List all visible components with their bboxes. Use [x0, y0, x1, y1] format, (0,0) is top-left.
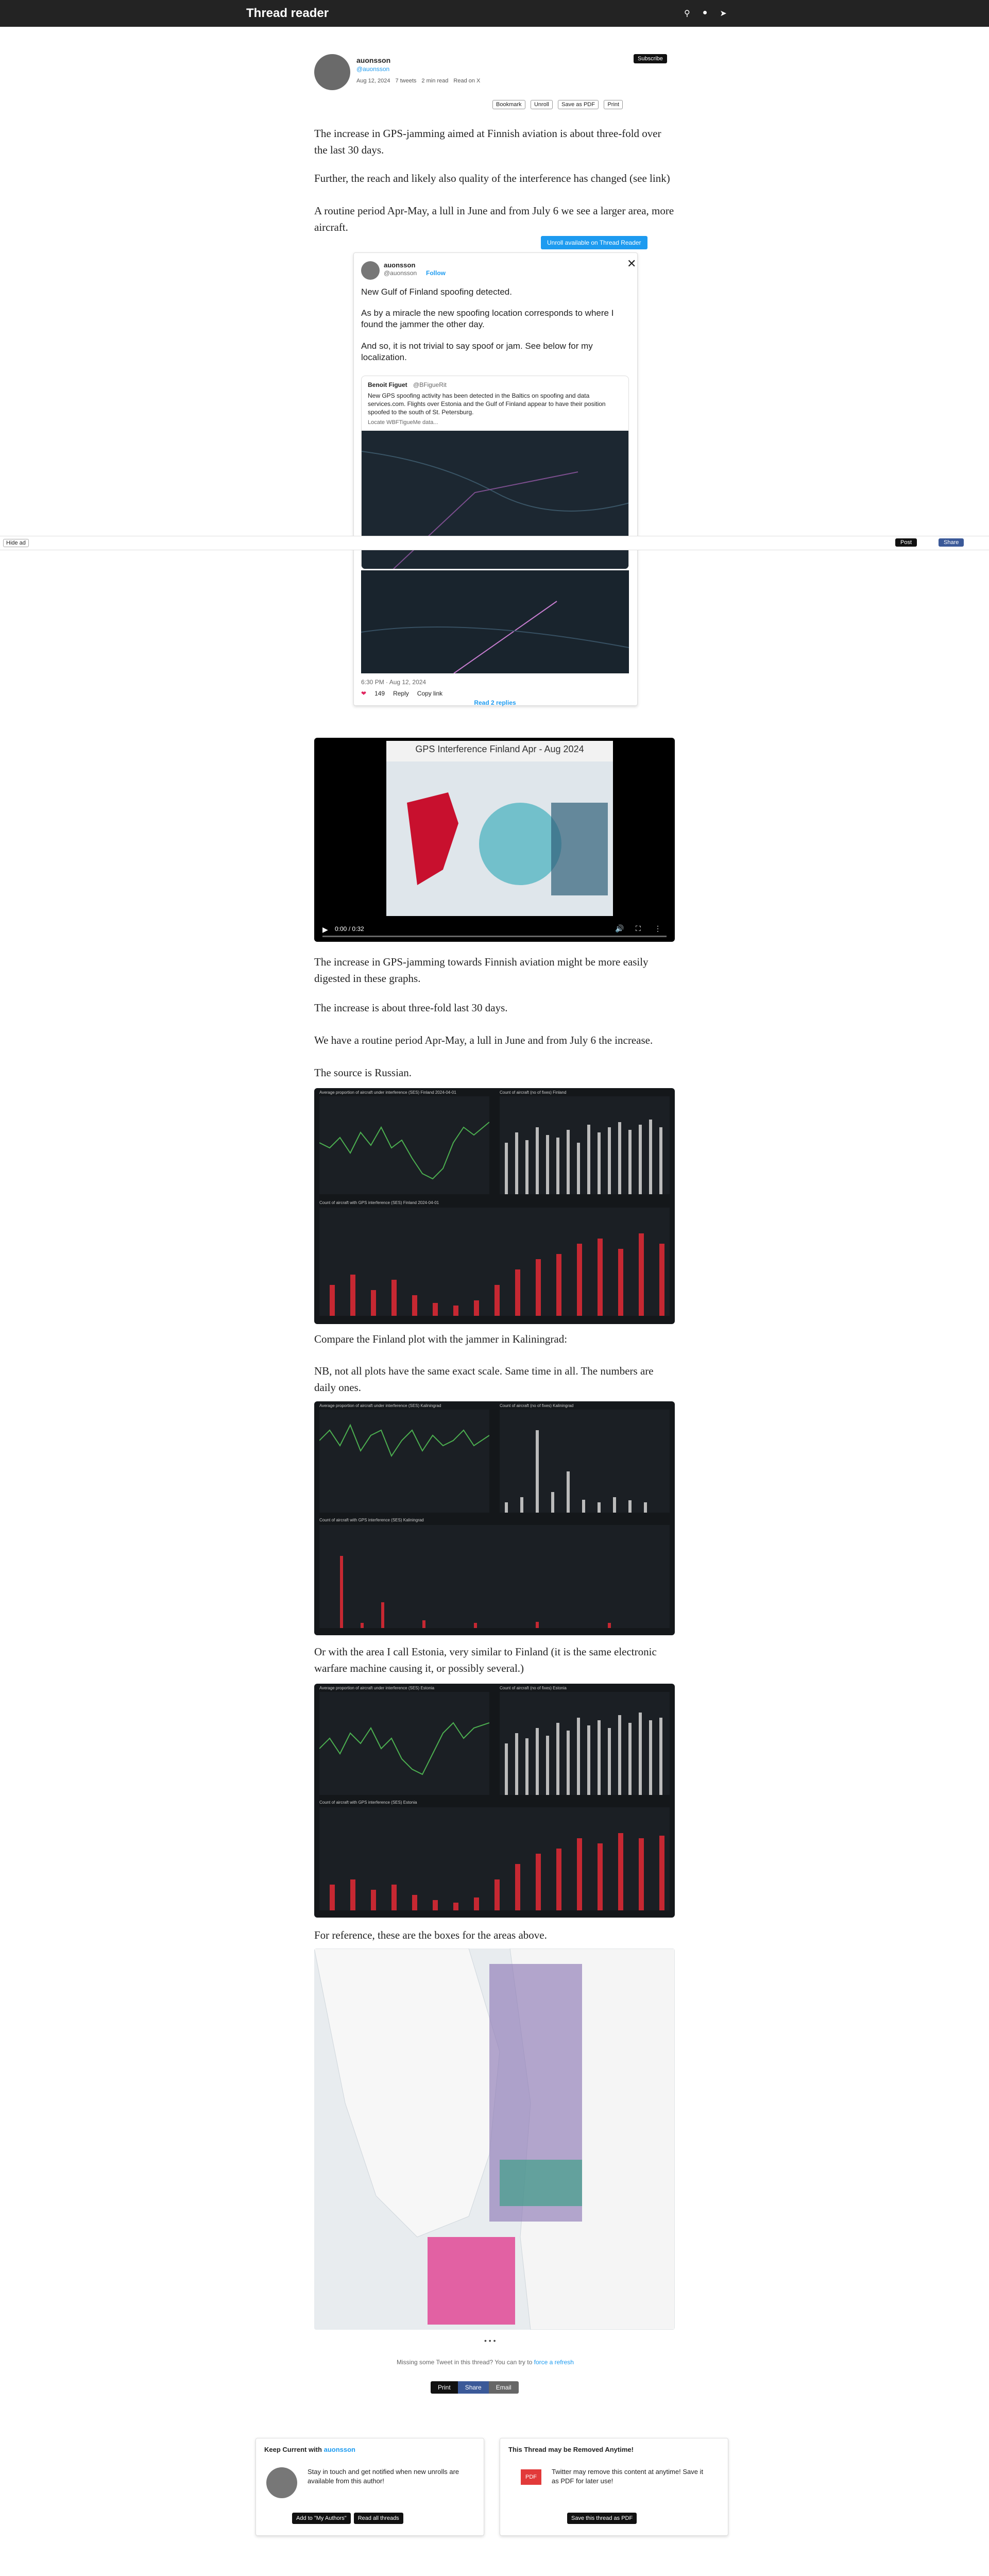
embed-handle[interactable]: @auonsson: [384, 269, 417, 277]
print-button[interactable]: Print: [604, 100, 623, 109]
thread-paragraph: The increase is about three-fold last 30 days.: [314, 1002, 508, 1014]
bar-chart: [500, 1096, 670, 1194]
bookmark-button[interactable]: Bookmark: [492, 100, 525, 109]
more-dots: • • •: [484, 2336, 496, 2345]
top-navbar: [0, 0, 989, 27]
bar-chart: [500, 1410, 670, 1513]
thread-paragraph: We have a routine period Apr-May, a lull in June and from July 6 the increase.: [314, 1034, 653, 1046]
close-icon[interactable]: ✕: [627, 257, 637, 270]
tweet-count: 7 tweets: [395, 78, 417, 84]
user-icon[interactable]: ●: [702, 8, 708, 17]
quote-handle: @BFigueRit: [413, 381, 447, 388]
thread-paragraph: For reference, these are the boxes for the areas above.: [314, 1929, 547, 1941]
read-time: 2 min read: [421, 78, 449, 84]
thread-paragraph: The source is Russian.: [314, 1066, 412, 1079]
chart-title: Average proportion of aircraft under interference (SES) Kaliningrad: [319, 1403, 441, 1408]
volume-icon[interactable]: 🔊: [615, 924, 624, 933]
author-handle[interactable]: @auonsson: [356, 65, 390, 73]
send-icon[interactable]: ➤: [720, 9, 727, 18]
line-chart: [319, 1692, 489, 1795]
line-chart: [319, 1410, 489, 1513]
thread-date: Aug 12, 2024: [356, 78, 390, 84]
pdf-button[interactable]: Save as PDF: [558, 100, 599, 109]
unroll-available-button[interactable]: Unroll available on Thread Reader: [541, 236, 647, 249]
chart-title: Average proportion of aircraft under interference (SES) Finland 2024-04-01: [319, 1090, 456, 1095]
read-on-x-link[interactable]: Read on X: [453, 78, 481, 84]
thread-paragraph: NB, not all plots have the same exact scale. Same time in all. The numbers are daily ones.: [314, 1365, 654, 1394]
like-count: 149: [374, 690, 385, 697]
embed-text: As by a miracle the new spoofing location corresponds to where I found the jammer the other day.: [361, 308, 614, 329]
quote-link[interactable]: Locate WBFTigueMe data...: [368, 419, 438, 426]
keep-buttons: [292, 2513, 403, 2524]
share-bar: [0, 536, 989, 550]
chart-panel-kaliningrad: [314, 1401, 675, 1635]
thread-toolbar: [489, 99, 623, 109]
chart-panel-estonia: [314, 1684, 675, 1918]
unroll-button[interactable]: Unroll: [531, 100, 553, 109]
read-replies-link[interactable]: Read 2 replies: [474, 699, 516, 706]
video-progress[interactable]: [322, 936, 667, 937]
follow-link[interactable]: Follow: [426, 269, 446, 277]
thread-paragraph: Compare the Finland plot with the jammer in Kaliningrad:: [314, 1333, 568, 1345]
chart-title: Count of aircraft with GPS interference (SES) Finland 2024-04-01: [319, 1200, 439, 1205]
author-header: [314, 54, 675, 116]
tweet-time[interactable]: 6:30 PM · Aug 12, 2024: [361, 679, 427, 686]
share-actions: [431, 2381, 519, 2394]
topbar-icons: [684, 8, 727, 19]
fullscreen-icon[interactable]: ⛶: [636, 924, 641, 933]
thread-paragraph: The increase in GPS-jamming towards Finnish aviation might be more easily digested in these graphs.: [314, 956, 649, 985]
quote-author: Benoit Figuet: [368, 381, 407, 388]
missing-text: Missing some Tweet in this thread? You can try to: [397, 2359, 533, 2366]
removed-title: This Thread may be Removed Anytime!: [508, 2446, 634, 2453]
thread-meta: [356, 78, 480, 84]
pdf-icon: PDF: [521, 2469, 541, 2485]
hide-ad-button[interactable]: Hide ad: [3, 539, 29, 547]
map-graphic: [361, 570, 629, 673]
bar-chart: [319, 1525, 670, 1628]
avatar[interactable]: [314, 54, 350, 90]
quote-text: New GPS spoofing activity has been detected in the Baltics on spoofing and data services.com. Flights over Estonia and the Gulf of Finland appear to have their position spoofed to the south of St. Petersburg.: [368, 392, 606, 416]
removed-card: [500, 2438, 728, 2536]
chart-title: Count of aircraft with GPS interference (SES) Estonia: [319, 1800, 417, 1805]
chart-title: Count of aircraft (no of fixes) Finland: [500, 1090, 567, 1095]
chart-title: Count of aircraft (no of fixes) Kaliningrad: [500, 1403, 574, 1408]
avatar[interactable]: [361, 261, 380, 280]
removed-text: Twitter may remove this content at anytime! Save it as PDF for later use!: [552, 2468, 704, 2485]
tweet-actions: [361, 690, 442, 697]
email-link[interactable]: Email: [489, 2381, 519, 2394]
bar-chart: [319, 1208, 670, 1316]
brand-logo[interactable]: Thread reader: [246, 6, 329, 20]
avatar: [266, 2467, 297, 2498]
thread-paragraph: Or with the area I call Estonia, very similar to Finland (it is the same electronic warfare machine causing it, or possibly several.): [314, 1646, 657, 1674]
refresh-note: [397, 2359, 574, 2366]
keep-current-title: [264, 2446, 355, 2453]
keep-current-card: [255, 2438, 484, 2536]
reference-map: [314, 1948, 675, 2330]
print-link[interactable]: Print: [431, 2381, 458, 2394]
chart-title: Count of aircraft (no of fixes) Estonia: [500, 1686, 567, 1690]
video-time: 0:00 / 0:32: [335, 925, 364, 933]
search-icon[interactable]: ⚲: [684, 9, 690, 18]
keep-author-name[interactable]: auonsson: [323, 2446, 355, 2453]
video-player[interactable]: [314, 738, 675, 942]
force-refresh-link[interactable]: force a refresh: [534, 2359, 574, 2366]
keep-title: Keep Current with: [264, 2446, 322, 2453]
chart-title: Average proportion of aircraft under interference (SES) Estonia: [319, 1686, 435, 1690]
copy-link-button[interactable]: Copy link: [417, 690, 443, 697]
embed-text: New Gulf of Finland spoofing detected.: [361, 287, 512, 297]
read-all-button[interactable]: Read all threads: [354, 2513, 403, 2524]
add-author-button[interactable]: Add to "My Authors": [292, 2513, 351, 2524]
facebook-share-link[interactable]: Share: [458, 2381, 489, 2394]
keep-text: Stay in touch and get notified when new unrolls are available from this author!: [308, 2468, 459, 2485]
like-icon[interactable]: ❤: [361, 690, 367, 697]
thread-paragraph: Further, the reach and likely also quality of the interference has changed (see link): [314, 172, 670, 184]
save-pdf-button[interactable]: Save this thread as PDF: [567, 2513, 637, 2524]
chart-panel-finland: [314, 1088, 675, 1324]
chart-title: Count of aircraft with GPS interference (SES) Kaliningrad: [319, 1518, 424, 1522]
share-button[interactable]: Share: [939, 538, 964, 547]
reply-button[interactable]: Reply: [393, 690, 409, 697]
tweet-map-image: [361, 570, 629, 673]
map-graphic: [314, 1948, 675, 2330]
post-button[interactable]: Post: [895, 538, 917, 547]
embedded-tweet: [353, 252, 638, 706]
play-icon[interactable]: ▶: [322, 925, 328, 934]
video-frame: [386, 741, 613, 916]
bar-chart: [500, 1692, 670, 1795]
thread-paragraph: A routine period Apr-May, a lull in June and from July 6 we see a larger area, more aircraft.: [314, 205, 674, 233]
video-map: [386, 761, 613, 916]
bar-chart: [319, 1807, 670, 1910]
embed-author[interactable]: auonsson: [384, 261, 416, 269]
embed-text: And so, it is not trivial to say spoof or jam. See below for my localization.: [361, 341, 593, 362]
thread-paragraph: The increase in GPS-jamming aimed at Finnish aviation is about three-fold over the last 30 days.: [314, 127, 661, 156]
more-icon[interactable]: ⋮: [654, 924, 661, 933]
subscribe-button[interactable]: Subscribe: [634, 54, 667, 63]
author-name[interactable]: auonsson: [356, 56, 391, 64]
line-chart: [319, 1096, 489, 1194]
video-title: GPS Interference Finland Apr - Aug 2024: [415, 744, 584, 754]
